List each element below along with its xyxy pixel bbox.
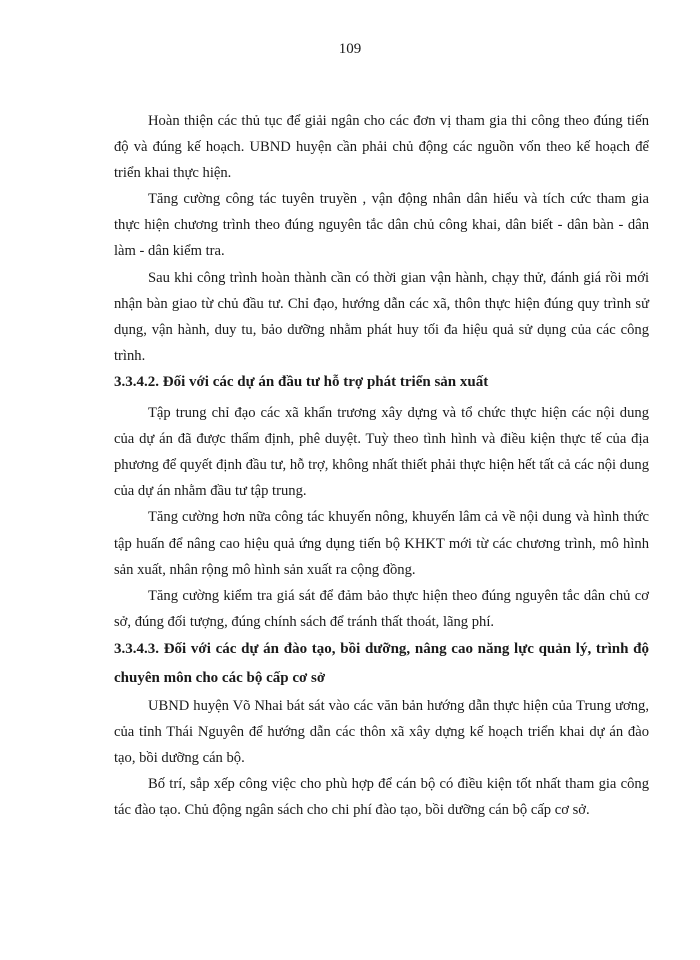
section-heading: 3.3.4.2. Đối với các dự án đầu tư hỗ trợ phát triển sản xuất xyxy=(114,373,489,390)
page-number: 109 xyxy=(338,41,362,57)
paragraph: UBND huyện Võ Nhai bát sát vào các văn bản hướng dẫn thực hiện của Trung ương, của tỉnh Thái Nguyên để hướng dẫn các thôn xã xây dựng kế hoạch triển khai dự án đào tạo, bồi dưỡng cán bộ. xyxy=(114,697,649,767)
paragraph: Tập trung chỉ đạo các xã khẩn trương xây dựng và tổ chức thực hiện các nội dung của dự án đã được thẩm định, phê duyệt. Tuỳ theo tình hình và điều kiện thực tế của địa phương để quyết định đầu tư, hỗ trợ, không nhất thiết phải thực hiện hết tất cả các nội dung của dự án nhằm đầu tư tập trung. xyxy=(114,405,649,500)
paragraph: Tăng cường hơn nữa công tác khuyến nông, khuyến lâm cả về nội dung và hình thức tập huấn để nâng cao hiệu quả ứng dụng tiến bộ KHKT mới từ các chương trình, mô hình sản xuất, nhân rộng mô hình sản xuất ra cộng đồng. xyxy=(114,509,649,578)
paragraph: Tăng cường công tác tuyên truyền , vận động nhân dân hiểu và tích cức tham gia thực hiện chương trình theo đúng nguyên tắc dân chủ công khai, dân biết - dân bàn - dân làm - dân kiểm tra. xyxy=(114,191,649,260)
paragraph: Hoàn thiện các thủ tục để giải ngân cho các đơn vị tham gia thi công theo đúng tiến độ và đúng kế hoạch. UBND huyện cần phải chủ động các nguồn vốn theo kế hoạch để triển khai thực hiện. xyxy=(114,113,649,182)
section-heading: 3.3.4.3. Đối với các dự án đào tạo, bồi dưỡng, nâng cao năng lực quản lý, trình độ chuyên môn cho các bộ cấp cơ sở xyxy=(114,640,649,686)
paragraph: Bố trí, sắp xếp công việc cho phù hợp để cán bộ có điều kiện tốt nhất tham gia công tác đào tạo. Chủ động ngân sách cho chi phí đào tạo, bồi dưỡng cán bộ cấp cơ sở. xyxy=(114,776,649,819)
paragraph: Sau khi công trình hoàn thành cần có thời gian vận hành, chạy thử, đánh giá rồi mới nhận bàn giao từ chủ đầu tư. Chỉ đạo, hướng dẫn các xã, thôn thực hiện đúng quy trình sử dụng, vận hành, duy tu, bảo dưỡng nhằm phát huy tối đa hiệu quả sử dụng của các công trình. xyxy=(114,269,649,364)
paragraph: Tăng cường kiểm tra giá sát để đảm bảo thực hiện theo đúng nguyên tắc dân chủ cơ sở, đúng đối tượng, đúng chính sách để tránh thất thoát, lãng phí. xyxy=(114,587,649,630)
document-body xyxy=(114,108,649,823)
